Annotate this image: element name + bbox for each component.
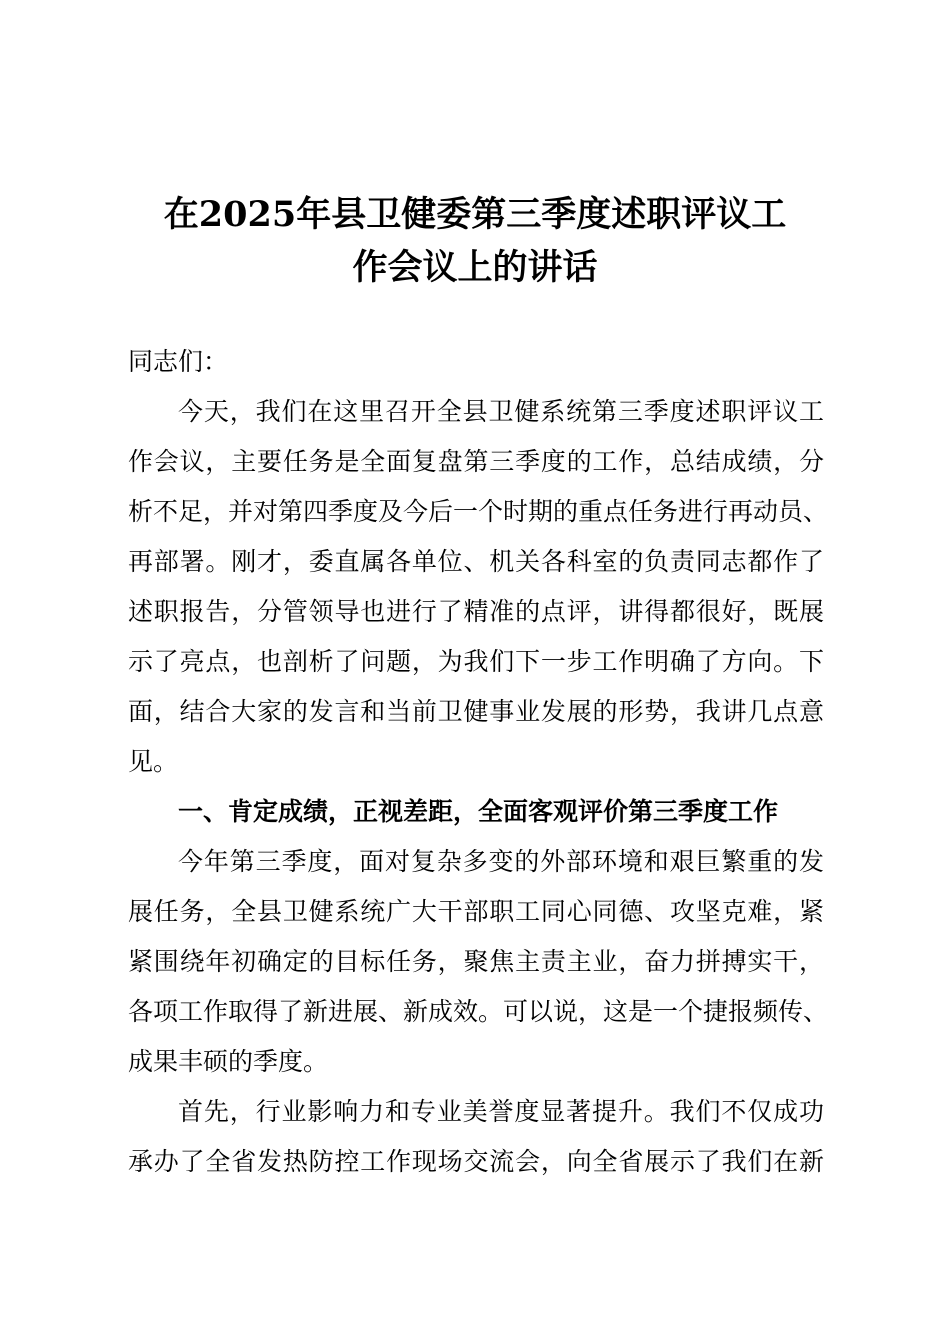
text-line: 各项工作取得了新进展、新成效。可以说，这是一个捷报频传、 <box>128 997 829 1026</box>
text-line: 述职报告，分管领导也进行了精准的点评，讲得都很好，既展 <box>128 597 824 626</box>
text-line: 紧围绕年初确定的目标任务，聚焦主责主业，奋力拼搏实干， <box>128 947 824 976</box>
document-title <box>100 188 850 294</box>
salutation: 同志们： <box>128 347 229 376</box>
section-heading: 一、肯定成绩，正视差距，全面客观评价第三季度工作 <box>178 797 779 826</box>
document-body <box>128 337 829 1187</box>
text-line: 再部署。刚才，委直属各单位、机关各科室的负责同志都作了 <box>128 547 824 576</box>
text-line: 成果丰硕的季度。 <box>128 1047 329 1076</box>
text-line: 今年第三季度，面对复杂多变的外部环境和艰巨繁重的发 <box>178 847 824 876</box>
text-line: 析不足，并对第四季度及今后一个时期的重点任务进行再动员、 <box>128 497 829 526</box>
title-line: 在2025年县卫健委第三季度述职评议工 <box>163 194 787 235</box>
text-line: 面，结合大家的发言和当前卫健事业发展的形势，我讲几点意 <box>128 697 824 726</box>
text-line: 今天，我们在这里召开全县卫健系统第三季度述职评议工 <box>178 397 824 426</box>
title-line: 作会议上的讲话 <box>352 247 598 288</box>
text-line: 展任务，全县卫健系统广大干部职工同心同德、攻坚克难，紧 <box>128 897 824 926</box>
text-line: 作会议，主要任务是全面复盘第三季度的工作，总结成绩，分 <box>128 447 824 476</box>
text-line: 见。 <box>128 747 179 776</box>
text-line: 承办了全省发热防控工作现场交流会，向全省展示了我们在新 <box>128 1147 824 1176</box>
text-line: 首先，行业影响力和专业美誉度显著提升。我们不仅成功 <box>178 1097 824 1126</box>
text-line: 示了亮点，也剖析了问题，为我们下一步工作明确了方向。下 <box>128 647 824 676</box>
